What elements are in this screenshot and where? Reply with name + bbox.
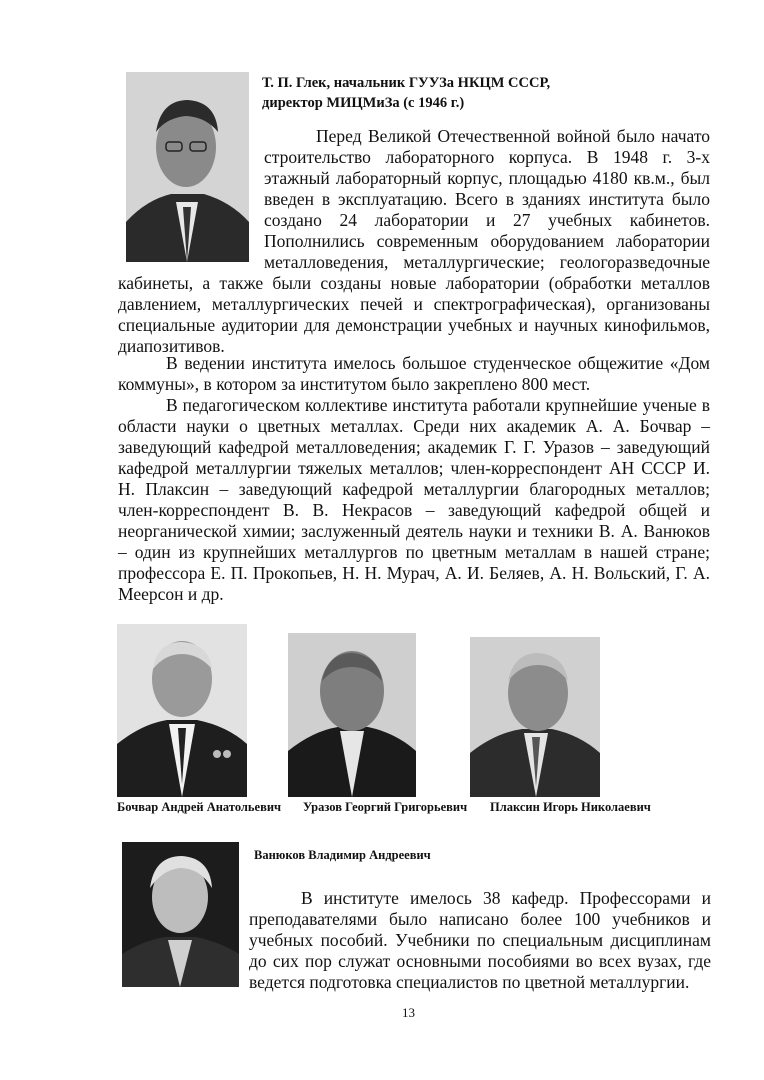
paragraph-1-text: Перед Великой Отечественной войной было начато строительство лабораторного корпуса. В 1948 г. 3-х этажный лабораторный корпус, площадью 4180 кв.м., был введен в эксплуатацию. Всего в зданиях института было создано 24 лаборатории и 27 учебных кабинетов. Пополнились современным оборудованием лаборатории металловедения, металлургические; геологоразведочные кабинеты, а также были созданы новые лаборатории (обработки металлов давлением, металлургических печей и спектрографическая), организованы специальные аудитории для демонстрации учебных и научных кинофильмов, диапозитивов. — [118, 126, 710, 356]
header-caption-line2: директор МИЦМиЗа (с 1946 г.) — [262, 95, 465, 111]
paragraph-3 — [118, 395, 710, 605]
caption-vanyukov: Ванюков Владимир Андреевич — [254, 848, 431, 862]
header-caption-line1: Т. П. Глек, начальник ГУУЗа НКЦМ СССР, — [262, 75, 551, 91]
paragraph-2 — [118, 353, 710, 395]
caption-urazov: Уразов Георгий Григорьевич — [303, 800, 468, 814]
caption-bochvar: Бочвар Андрей Анатольевич — [117, 800, 282, 814]
header-caption — [262, 73, 662, 113]
caption-plaksin: Плаксин Игорь Николаевич — [490, 800, 651, 814]
paragraph-1 — [118, 126, 710, 357]
paragraph-2-text: В ведении института имелось большое студенческое общежитие «Дом коммуны», в котором за институтом было закреплено 800 мест. — [118, 353, 710, 394]
portrait-bochvar — [117, 624, 247, 797]
paragraph-3-text: В педагогическом коллективе института работали крупнейшие ученые в области науки о цветных металлах. Среди них академик А. А. Бочвар – заведующий кафедрой металловедения; академик Г. Г. Уразов – заведующий кафедрой металлургии тяжелых металлов; член-корреспондент АН СССР И. Н. Плаксин – заведующий кафедрой металлургии благородных металлов; член-корреспондент В. В. Некрасов – заведующий кафедрой общей и неорганической химии; заслуженный деятель науки и техники В. А. Ванюков – один из крупнейших металлургов по цветным металлам в нашей стране; профессора Е. П. Прокопьев, Н. Н. Мурач, А. И. Беляев, А. Н. Вольский, Г. А. Меерсон и др. — [118, 395, 710, 604]
paragraph-4 — [249, 888, 711, 993]
portrait-plaksin — [470, 637, 600, 797]
portrait-urazov — [288, 633, 416, 797]
paragraph-4-text: В институте имелось 38 кафедр. Профессорами и преподавателями было написано более 100 учебников и учебных пособий. Учебники по специальным дисциплинам до сих пор служат основными пособиями во всех вузах, где ведется подготовка специалистов по цветной металлургии. — [249, 888, 711, 992]
page-number: 13 — [402, 1005, 415, 1020]
portrait-vanyukov — [122, 842, 239, 987]
